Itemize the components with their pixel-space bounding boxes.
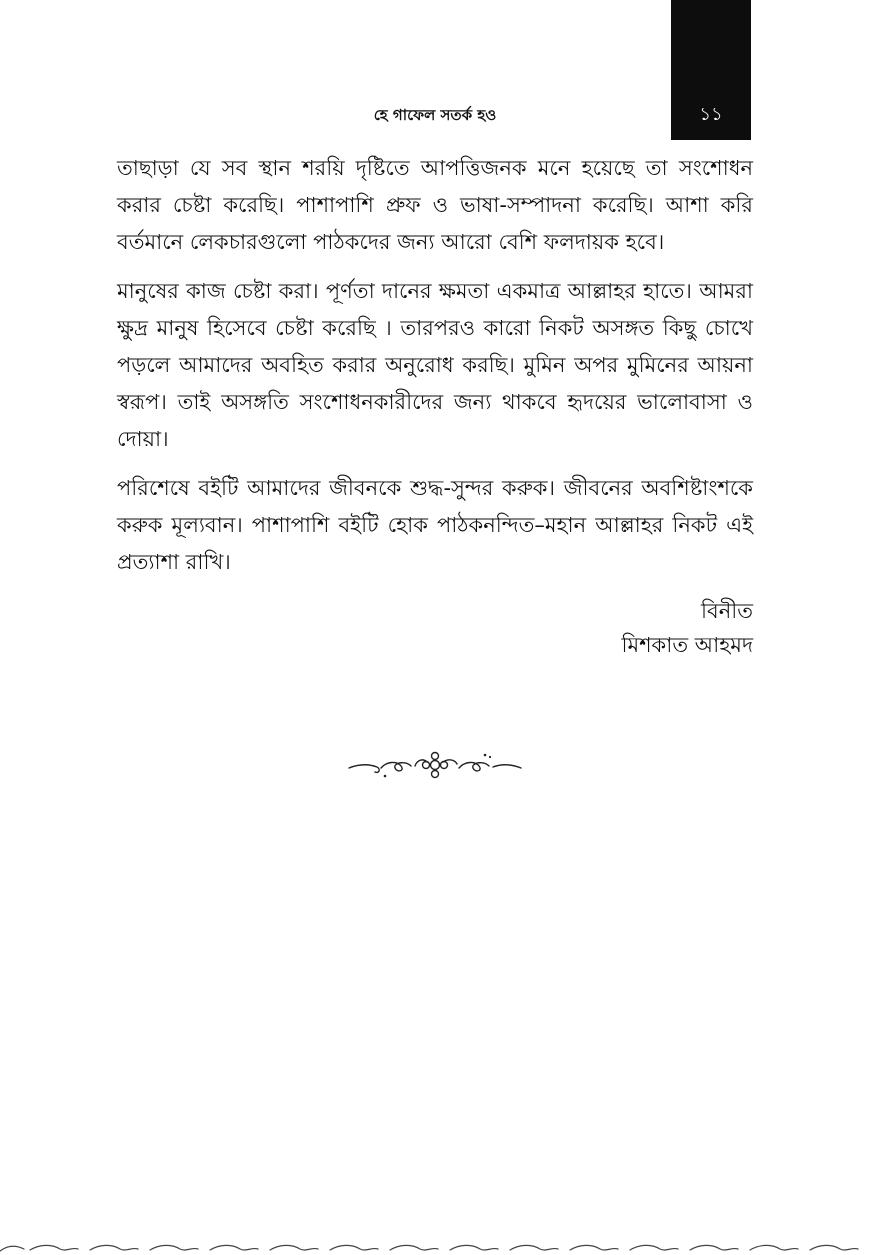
signature-author: মিশকাত আহমদ xyxy=(621,633,753,657)
page-number-tab xyxy=(671,0,751,140)
page-number: ১১ xyxy=(699,104,723,125)
running-header: হে গাফেল সতর্ক হও xyxy=(373,106,497,124)
signature-block xyxy=(621,594,753,662)
body-text xyxy=(117,150,753,593)
paragraph: পরিশেষে বইটি আমাদের জীবনকে শুদ্ধ-সুন্দর করুক। জীবনের অবশিষ্টাংশকে করুক মূল্যবান। পাশাপাশি বইটি হোক পাঠকনন্দিত–মহান আল্লাহর নিকট এই প্রত্যাশা রাখি। xyxy=(117,476,753,574)
floral-divider-icon xyxy=(345,748,525,782)
floral-border-icon xyxy=(0,1241,869,1255)
paragraph: তাছাড়া যে সব স্থান শরয়ি দৃষ্টিতে আপত্তিজনক মনে হয়েছে তা সংশোধন করার চেষ্টা করেছি। পাশাপাশি প্রুফ ও ভাষা-সম্পাদনা করেছি। আশা করি বর্তমানে লেকচারগুলো পাঠকদের জন্য আরো বেশি ফলদায়ক হবে। xyxy=(117,156,753,254)
signature-closing: বিনীত xyxy=(701,599,753,623)
paragraph: মানুষের কাজ চেষ্টা করা। পূর্ণতা দানের ক্ষমতা একমাত্র আল্লাহর হাতে। আমরা ক্ষুদ্র মানুষ হিসেবে চেষ্টা করেছি । তারপরও কারো নিকট অসঙ্গত কিছু চোখে পড়লে আমাদের অবহিত করার অনুরোধ করছি। মুমিন অপর মুমিনের আয়না স্বরূপ। তাই অসঙ্গতি সংশোধনকারীদের জন্য থাকবে হৃদয়ের ভালোবাসা ও দোয়া। xyxy=(117,279,753,451)
